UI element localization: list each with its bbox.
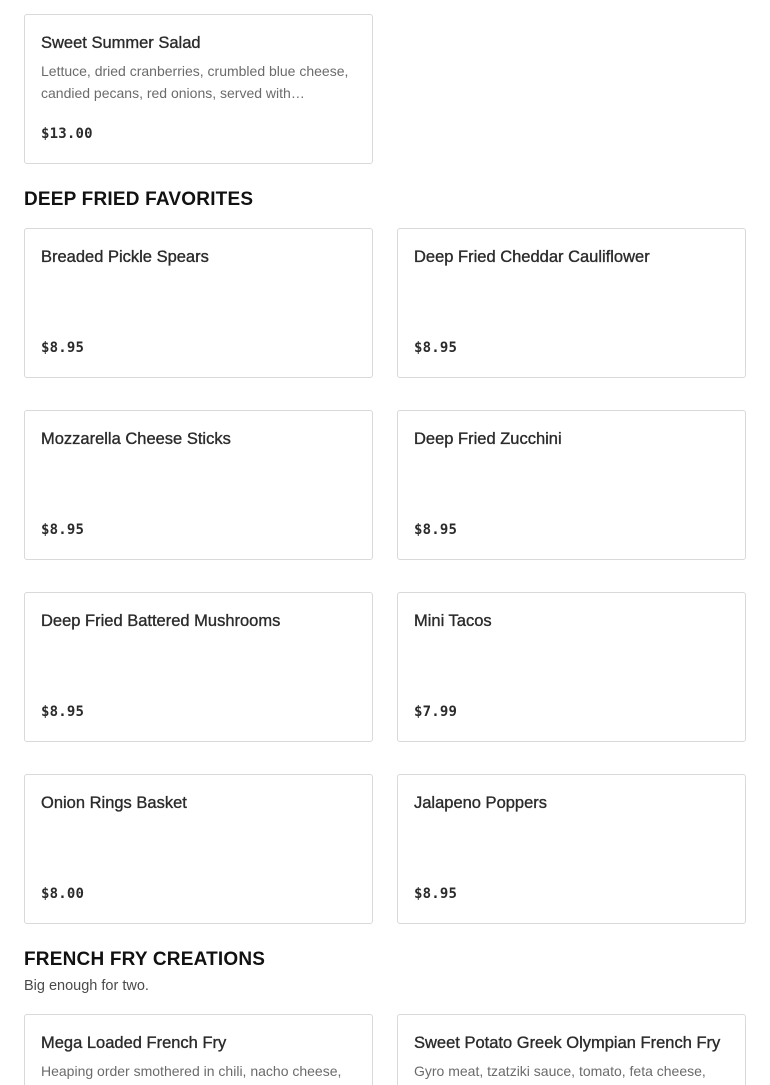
item-name: Breaded Pickle Spears xyxy=(41,248,209,266)
item-price: $8.95 xyxy=(414,340,458,356)
item-description: Heaping order smothered in chili, nacho cheese, xyxy=(41,1063,342,1079)
menu-item-card[interactable] xyxy=(397,1014,746,1085)
item-price: $8.00 xyxy=(41,886,85,902)
menu-item-card[interactable] xyxy=(24,592,373,742)
section-title-deep-fried: DEEP FRIED FAVORITES xyxy=(24,189,254,210)
item-price: $8.95 xyxy=(41,522,85,538)
menu-item-card[interactable] xyxy=(397,410,746,560)
item-name: Jalapeno Poppers xyxy=(414,794,548,812)
item-description: Lettuce, dried cranberries, crumbled blue cheese, candied pecans, red onions, served with… xyxy=(41,63,349,101)
item-price: $8.95 xyxy=(41,704,85,720)
item-name: Onion Rings Basket xyxy=(41,794,187,812)
item-price: $8.95 xyxy=(414,886,458,902)
menu-item-card[interactable] xyxy=(24,774,373,924)
menu-item-card[interactable] xyxy=(397,228,746,378)
menu-item-card[interactable] xyxy=(24,1014,373,1085)
menu-item-card[interactable] xyxy=(24,14,373,164)
section-title-french-fry: FRENCH FRY CREATIONS xyxy=(24,949,266,970)
item-name: Deep Fried Zucchini xyxy=(414,430,562,448)
item-price: $13.00 xyxy=(41,126,93,142)
item-description: Gyro meat, tzatziki sauce, tomato, feta cheese, xyxy=(414,1063,706,1079)
item-name: Sweet Summer Salad xyxy=(41,34,201,52)
item-name: Mozzarella Cheese Sticks xyxy=(41,430,231,448)
item-price: $8.95 xyxy=(414,522,458,538)
item-name: Deep Fried Battered Mushrooms xyxy=(41,612,281,630)
item-name: Mega Loaded French Fry xyxy=(41,1034,227,1052)
item-name: Deep Fried Cheddar Cauliflower xyxy=(414,248,650,266)
menu-item-card[interactable] xyxy=(24,228,373,378)
item-name: Sweet Potato Greek Olympian French Fry xyxy=(414,1034,721,1052)
item-price: $8.95 xyxy=(41,340,85,356)
menu-item-card[interactable] xyxy=(397,774,746,924)
item-name: Mini Tacos xyxy=(414,612,492,630)
item-price: $7.99 xyxy=(414,704,458,720)
menu-item-card[interactable] xyxy=(397,592,746,742)
section-subtitle: Big enough for two. xyxy=(24,978,149,994)
menu-item-card[interactable] xyxy=(24,410,373,560)
